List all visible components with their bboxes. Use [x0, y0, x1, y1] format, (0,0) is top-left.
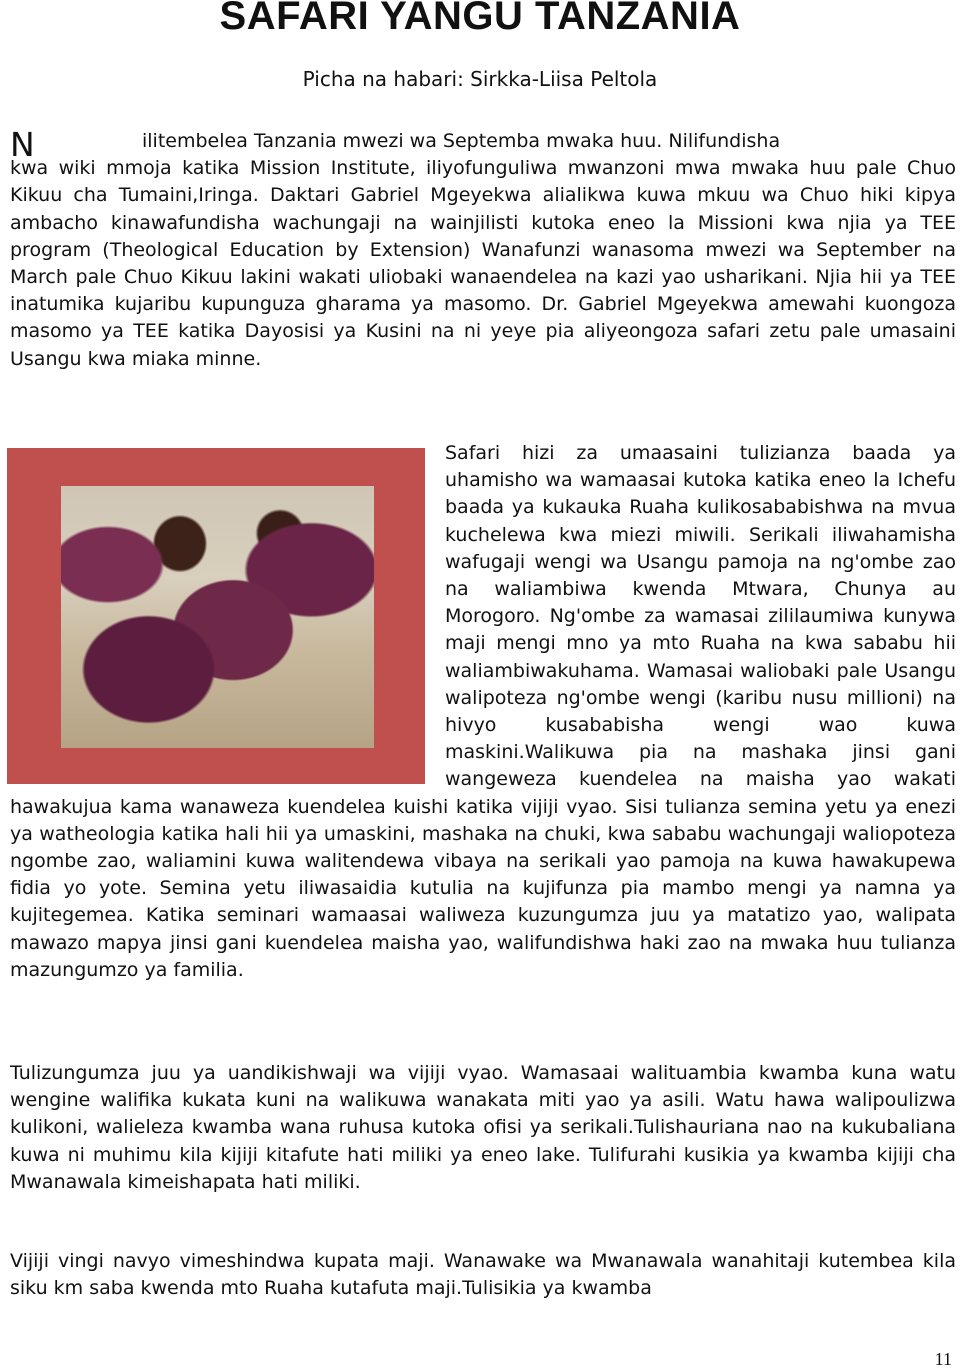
byline: Picha na habari: Sirkka-Liisa Peltola	[302, 67, 658, 91]
photo-frame	[7, 448, 425, 784]
paragraph-safari-text: Safari hizi za umaasaini tulizianza baada ya uhamisho wa wamaasai kutoka katika eneo la Ichefu baada ya kukauka Ruaha kulikosababishwa na mvua kuchelewa kwa miezi miwili. Serikali iliwahamisha wafugaji wengi wa Usangu pamoja na ng'ombe zao na waliambiwa kwenda Mtwara, Chunya au Morogoro. Ng'ombe za wamasai zililaumiwa kunywa maji mengi mno ya mto Ruaha na kwa sababu hii waliambiwakuhama. Wamasai waliobaki pale Usangu walipoteza ng'ombe wengi (karibu nusu millioni) na hivyo kusababisha wengi wao kuwa maskini.Walikuwa pia na mashaka jinsi gani wangeweza kuendelea na maisha yao wakati hawakujua kama wanaweza kuendelea kuishi katika vijiji vyao. Sisi tulianza semina yetu ya enezi ya watheologia katika hali hii ya umaskini, mashaka na chuki, kwa sababu wachungaji waliopoteza ngombe zao, waliamini kuwa walitendewa vibaya na serikali yao pamoja na kuwa hawakupewa fidia yo yote. Semina yetu iliwasaidia kutulia na kujifunza pia mambo mengi ya namna ya kujitegemea. Katika seminari wamaasai waliweza kuzungumza juu ya matatizo yao, walipata mawazo mapya jinsi gani kuendelea maisha yao, walifundishwa haki zao na mwaka huu tulianza mazungumzo ya familia.	[10, 442, 956, 981]
drop-cap: N	[10, 125, 35, 164]
page-number: 11	[934, 1349, 952, 1369]
paragraph-intro-body: kwa wiki mmoja katika Mission Institute, iliyofunguliwa mwanzoni mwa mwaka huu pale Chuo Kikuu cha Tumaini,Iringa. Daktari Gabriel Mgeyekwa alialikwa kuwa mkuu wa Chuo hiki kipya ambacho kinawafundisha wachungaji na wainjilisti kutoka eneo la Missioni kwa njia ya TEE program (Theological Education by Extension) Wanafunzi wanasoma mwezi wa September na March pale Chuo Kikuu lakini wakati uliobaki wanaendelea na kazi yao usharikani. Njia hii ya TEE inatumika kujaribu kupunguza gharama ya masomo. Dr. Gabriel Mgeyekwa amewahi kuongoza masomo ya TEE katika Dayosisi ya Kusini na ni yeye pia aliyeongoza safari zetu pale umasaini Usangu kwa miaka minne.	[10, 157, 956, 370]
paragraph-villages: Tulizungumza juu ya uandikishwaji wa vijiji vyao. Wamasaai walituambia kwamba kuna watu wengine walifika kukata kuni na walikuwa wanakata miti yao ya asili. Watu hawa walipoulizwa kulikoni, walieleza kwamba wana ruhusa kutoka ofisi ya serikali.Tulishauriana nao na kukubaliana kuwa ni muhimu kila kijiji kitafute hati miliki ya eneo lake. Tulifurahi kusikia ya kwamba kijiji cha Mwanawala kimeishapata hati miliki.	[10, 1062, 956, 1193]
paragraph-with-photo	[10, 440, 956, 984]
maasai-children-photo	[61, 486, 374, 748]
paragraph-water: Vijiji vingi navyo vimeshindwa kupata maji. Wanawake wa Mwanawala wanahitaji kutembea kila siku km saba kwenda mto Ruaha kutafuta maji.Tulisikia ya kwamba	[10, 1250, 956, 1300]
document-title: SAFARI YANGU TANZANIA	[219, 0, 741, 38]
paragraph-intro	[10, 125, 956, 373]
paragraph-intro-first-line: ilitembelea Tanzania mwezi wa Septemba mwaka huu. Nilifundisha	[142, 130, 781, 152]
